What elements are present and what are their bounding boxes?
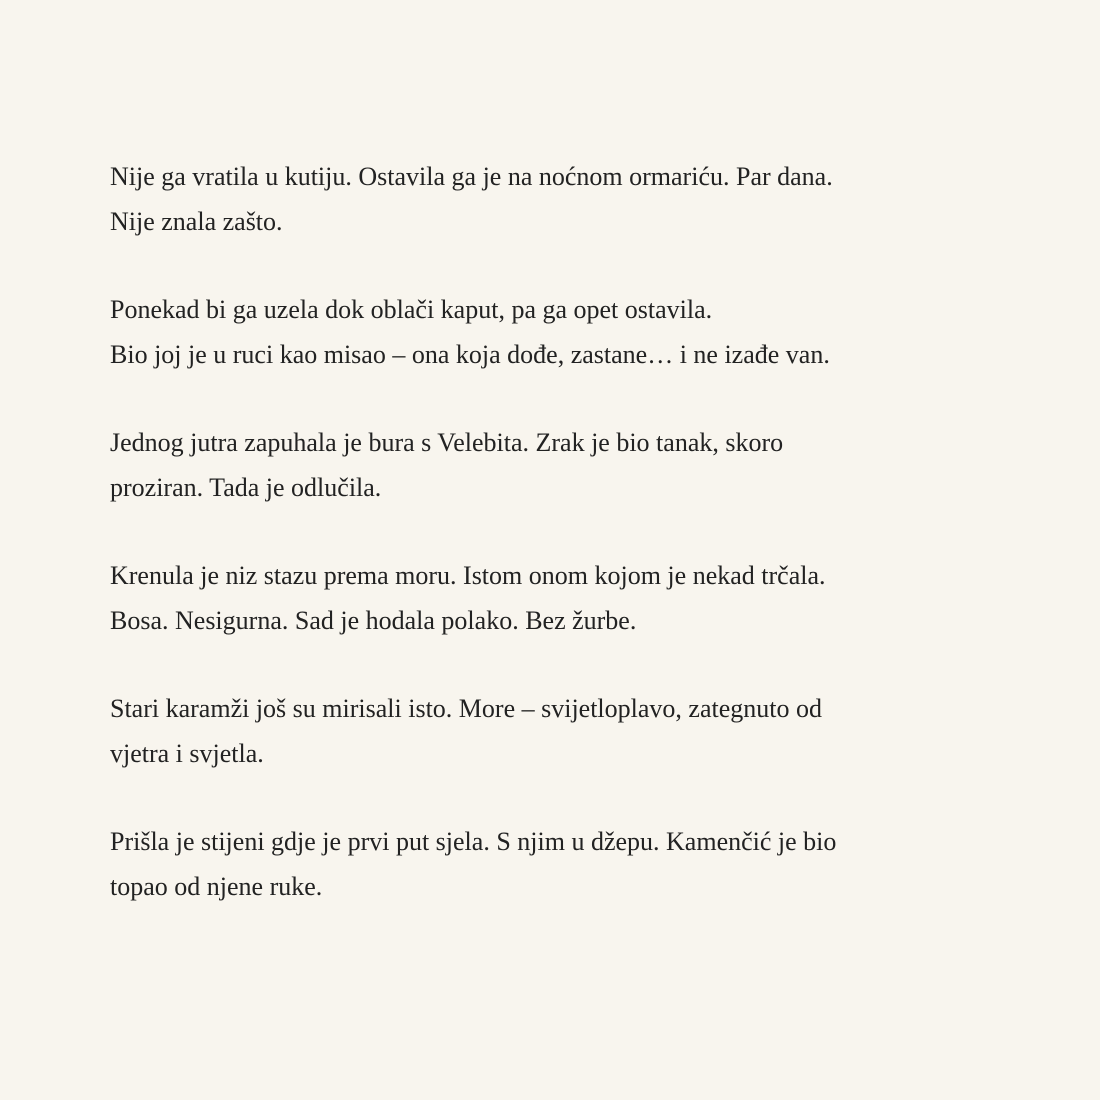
text-page [110, 154, 1010, 952]
paragraph-line: topao od njene ruke. [110, 872, 323, 901]
paragraph-line: Prišla je stijeni gdje je prvi put sjela. S njim u džepu. Kamenčić je bio [110, 827, 837, 856]
paragraph-4 [110, 553, 1010, 643]
paragraph-3 [110, 420, 1010, 510]
paragraph-6 [110, 819, 1010, 909]
paragraph-line: Nije ga vratila u kutiju. Ostavila ga je na noćnom ormariću. Par dana. [110, 162, 833, 191]
paragraph-line: Bosa. Nesigurna. Sad je hodala polako. Bez žurbe. [110, 606, 637, 635]
paragraph-line: proziran. Tada je odlučila. [110, 473, 382, 502]
paragraph-line: Nije znala zašto. [110, 207, 283, 236]
paragraph-line: Ponekad bi ga uzela dok oblači kaput, pa ga opet ostavila. [110, 295, 713, 324]
paragraph-line: Bio joj je u ruci kao misao – ona koja dođe, zastane… i ne izađe van. [110, 340, 830, 369]
paragraph-line: Stari karamži još su mirisali isto. More – svijetloplavo, zategnuto od [110, 694, 822, 723]
paragraph-1 [110, 154, 1010, 244]
paragraph-line: vjetra i svjetla. [110, 739, 264, 768]
paragraph-5 [110, 686, 1010, 776]
paragraph-line: Jednog jutra zapuhala je bura s Velebita. Zrak je bio tanak, skoro [110, 428, 784, 457]
paragraph-line: Krenula je niz stazu prema moru. Istom onom kojom je nekad trčala. [110, 561, 826, 590]
paragraph-2 [110, 287, 1010, 377]
